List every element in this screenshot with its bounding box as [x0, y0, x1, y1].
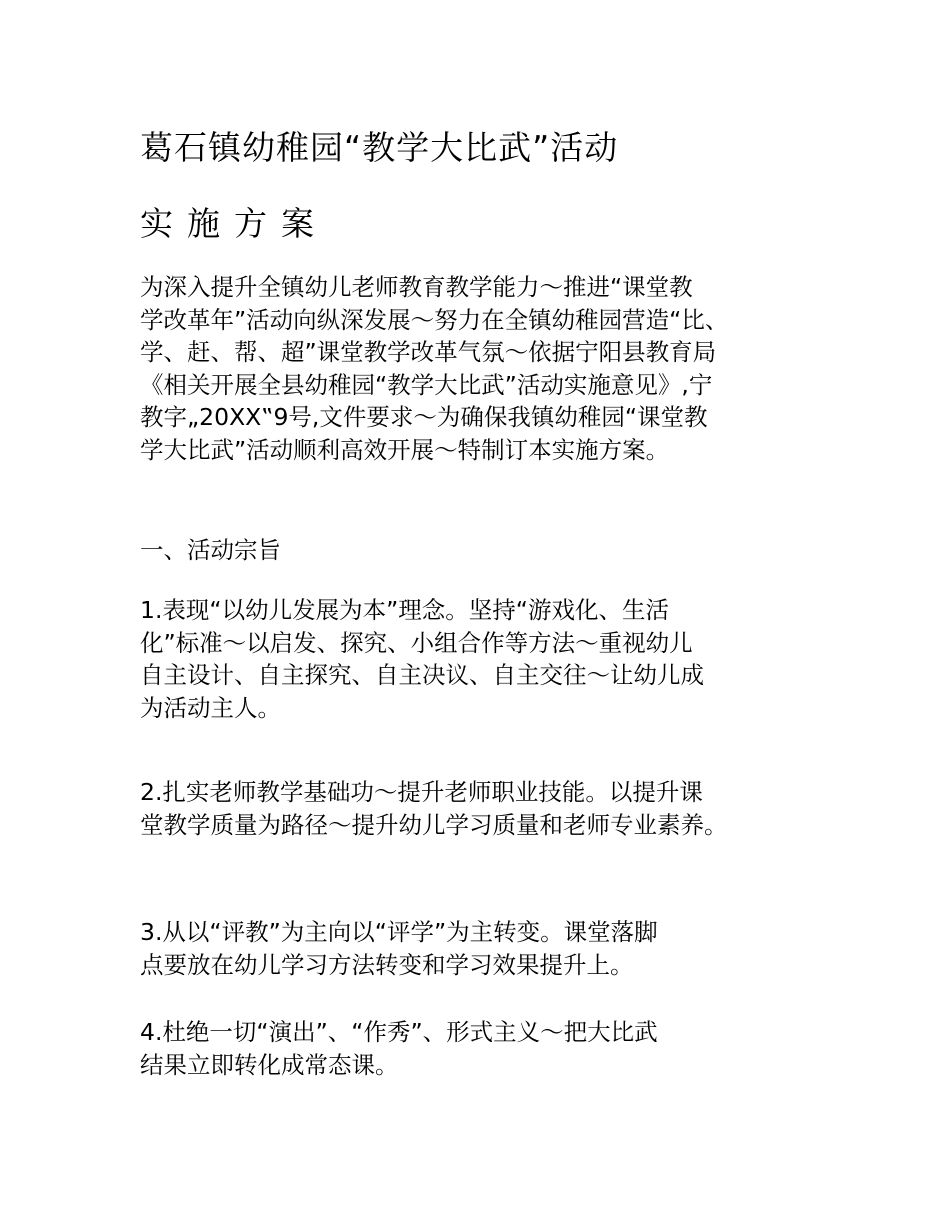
- intro-line: 教字„20XX‟9号,文件要求～为确保我镇幼稚园“课堂教: [140, 403, 708, 432]
- purpose-item-2: [140, 776, 820, 841]
- intro-line: 《相关开展全县幼稚园“教学大比武”活动实施意见》,宁: [140, 370, 713, 399]
- item-line: 化”标准～以启发、探究、小组合作等方法～重视幼儿: [140, 628, 693, 657]
- item-line: 2.扎实老师教学基础功～提升老师职业技能。以提升课: [140, 778, 703, 806]
- intro-line: 学、赶、帮、超”课堂教学改革气氛～依据宁阳县教育局: [140, 338, 717, 367]
- purpose-item-1: [140, 594, 820, 724]
- item-line: 4.杜绝一切“演出”、“作秀”、形式主义～把大比武: [140, 1018, 658, 1046]
- title-line-1: 葛石镇幼稚园“教学大比武”活动: [140, 128, 619, 167]
- item-line: 1.表现“以幼儿发展为本”理念。坚持“游戏化、生活: [140, 596, 669, 624]
- item-line: 结果立即转化成常态课。: [140, 1050, 399, 1079]
- purpose-item-4: [140, 1016, 820, 1081]
- intro-line: 为深入提升全镇幼儿老师教育教学能力～推进“课堂教: [140, 273, 693, 301]
- intro-line: 学改革年”活动向纵深发展～努力在全镇幼稚园营造“比、: [140, 305, 729, 334]
- purpose-item-3: [140, 916, 820, 981]
- item-line: 为活动主人。: [140, 693, 281, 722]
- item-line: 堂教学质量为路径～提升幼儿学习质量和老师专业素养。: [140, 810, 728, 839]
- section-heading: 一、活动宗旨: [140, 536, 281, 564]
- intro-paragraph: [140, 271, 820, 467]
- title-line-2: 实施方案: [140, 204, 328, 243]
- item-line: 3.从以“评教”为主向以“评学”为主转变。课堂落脚: [140, 918, 658, 946]
- item-line: 自主设计、自主探究、自主决议、自主交往～让幼儿成: [140, 661, 704, 690]
- item-line: 点要放在幼儿学习方法转变和学习效果提升上。: [140, 950, 634, 979]
- intro-line: 学大比武”活动顺利高效开展～特制订本实施方案。: [140, 435, 670, 464]
